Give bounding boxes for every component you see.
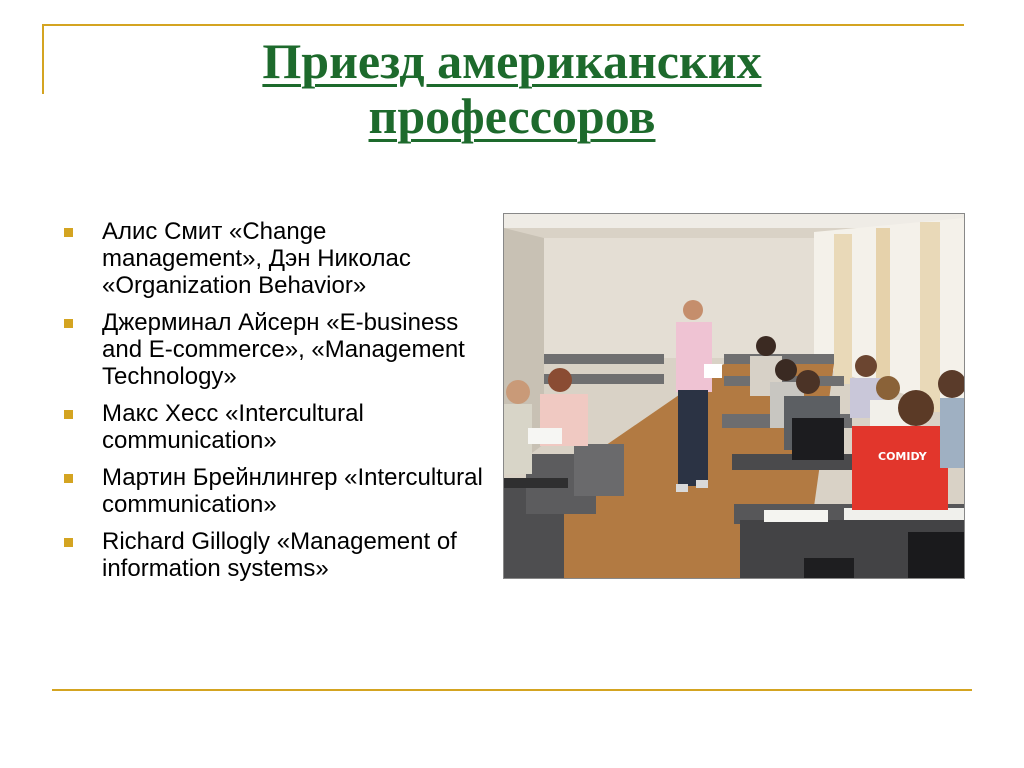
list-item: [64, 400, 484, 454]
shirt-text: COMIDY: [878, 450, 927, 463]
bullet-square-icon: [64, 538, 73, 547]
bullet-list: [64, 218, 484, 592]
bullet-text: Мартин Брейнлингер «Intercultural communication»: [102, 464, 483, 518]
bullet-text: Алис Смит «Change management», Дэн Николас «Organization Behavior»: [102, 218, 411, 299]
bullet-text: Макс Хесс «Intercultural communication»: [102, 400, 364, 454]
bullet-text: Джерминал Айсерн «E-business and E-commerce», «Management Technology»: [102, 309, 465, 390]
bullet-square-icon: [64, 474, 73, 483]
frame-bottom-line: [52, 689, 972, 691]
bullet-text: Richard Gillogly «Management of information systems»: [102, 528, 457, 582]
list-item: [64, 218, 484, 299]
bullet-square-icon: [64, 410, 73, 419]
frame-left-line: [42, 24, 44, 94]
list-item: [64, 528, 484, 582]
title-line-1: Приезд американских: [262, 33, 762, 89]
slide-title: [130, 34, 894, 144]
bullet-square-icon: [64, 228, 73, 237]
title-line-2: профессоров: [368, 88, 656, 144]
list-item: [64, 464, 484, 518]
bullet-square-icon: [64, 319, 73, 328]
frame-top-line: [42, 24, 964, 26]
list-item: [64, 309, 484, 390]
classroom-photo: [503, 213, 965, 579]
